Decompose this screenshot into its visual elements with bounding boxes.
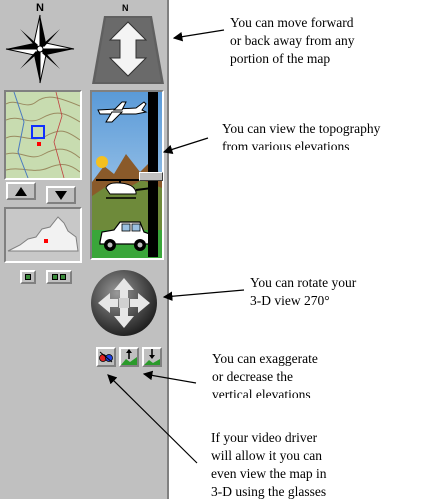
annotation-3d-glasses: If your video driver will allow it you can even view the map in 3-D using the glasses [211, 430, 327, 499]
elevation-slider-thumb[interactable] [139, 172, 163, 181]
exaggerate-elevation-button[interactable] [119, 347, 139, 367]
annotation-move: You can move forward or back away from any portion of the map [230, 15, 355, 66]
scroll-up-button[interactable] [6, 182, 36, 200]
split-view-button[interactable] [46, 270, 72, 284]
annotation-exaggerate: You can exaggerate or decrease the vertical elevations [212, 351, 318, 398]
move-north-label: N [122, 3, 129, 13]
elevation-up-icon [121, 349, 137, 365]
move-forward-back-control[interactable] [90, 14, 166, 86]
split-view-icon [52, 274, 66, 280]
virginia-state-icon[interactable] [4, 207, 82, 263]
elevation-down-icon [144, 349, 160, 365]
annotation-topography: You can view the topography from various elevations [222, 121, 381, 150]
compass-rose-icon[interactable] [2, 2, 82, 90]
single-view-icon [25, 274, 31, 280]
callout-arrow-move [174, 30, 224, 38]
callout-arrow-rotate [164, 290, 244, 297]
single-view-button[interactable] [20, 270, 36, 284]
down-triangle-icon [55, 191, 67, 200]
3d-glasses-icon [98, 350, 114, 364]
scroll-down-button[interactable] [46, 186, 76, 204]
topographic-map-icon[interactable] [4, 90, 82, 180]
up-triangle-icon [15, 187, 27, 196]
decrease-elevation-button[interactable] [142, 347, 162, 367]
callout-arrow-topography [164, 138, 208, 152]
control-panel [0, 0, 169, 499]
annotation-rotate: You can rotate your 3-D view 270° [250, 275, 357, 308]
rotate-view-control[interactable] [88, 268, 160, 338]
compass-north-label: N [36, 2, 44, 14]
stereo-3d-button[interactable] [96, 347, 116, 367]
